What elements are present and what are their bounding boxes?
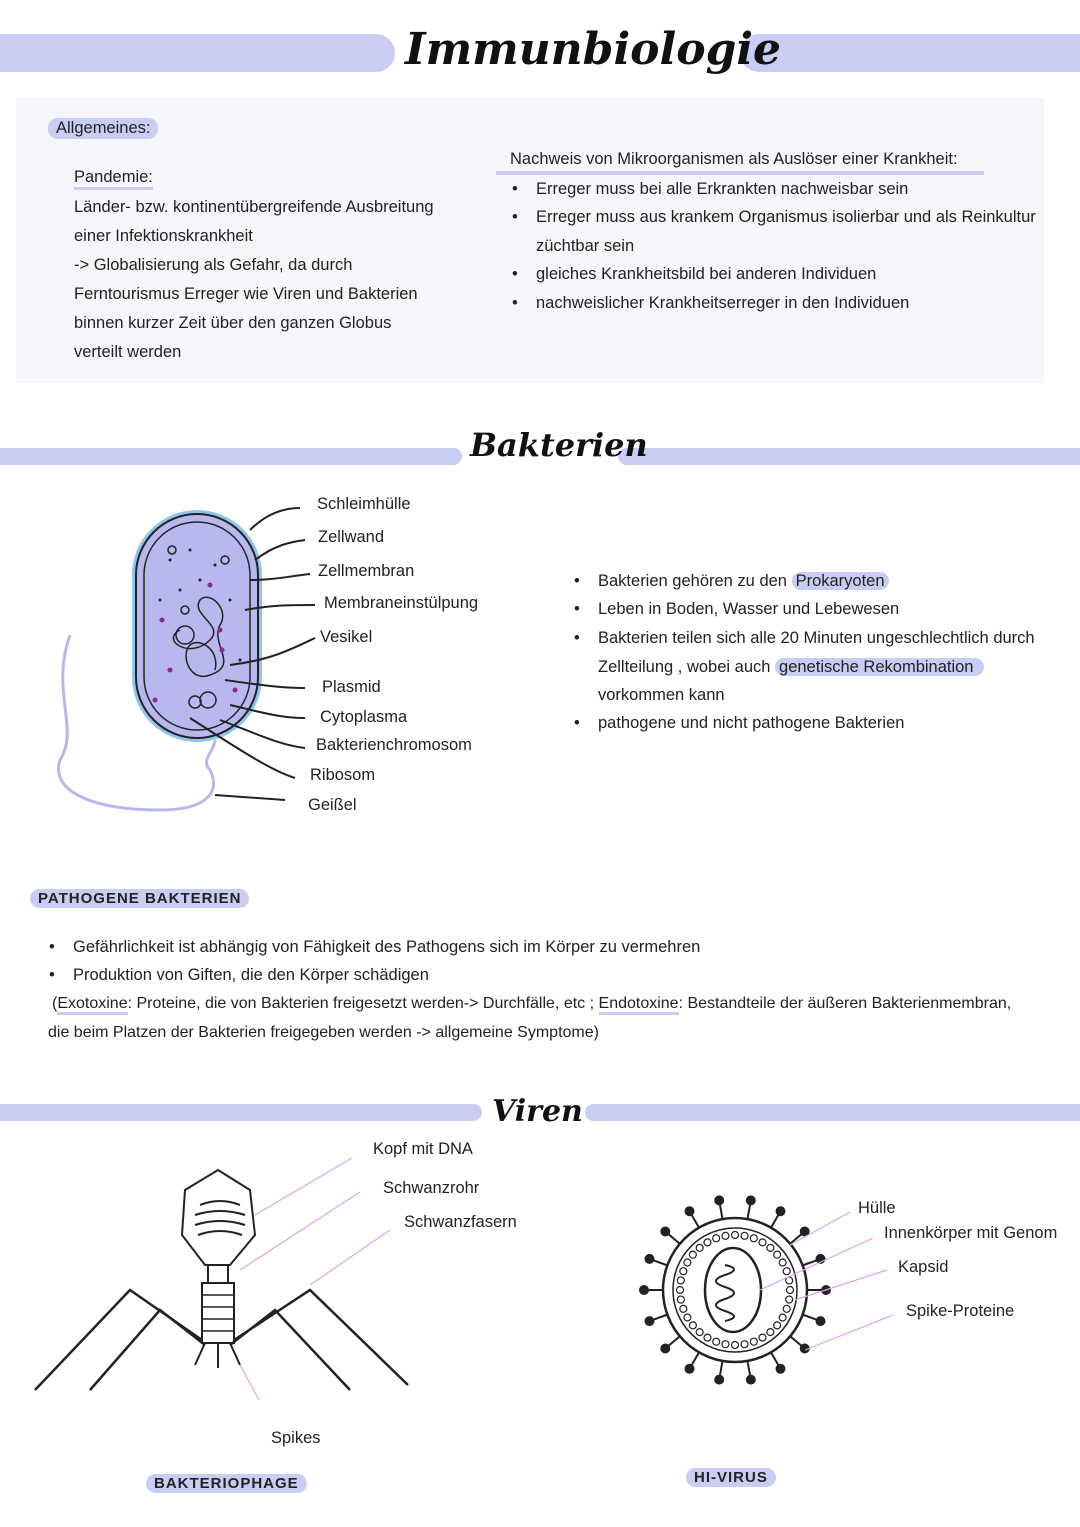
spike: [748, 1361, 751, 1377]
bacterium-diagram: [50, 490, 320, 830]
pandemic-heading: Pandemie:: [74, 168, 153, 190]
spike: [652, 1260, 667, 1265]
diagram-label: Cytoplasma: [320, 708, 408, 726]
section-bar-right: [618, 448, 1080, 465]
spike-head: [686, 1207, 694, 1215]
fact-bullet: • Leben in Boden, Wasser und Lebewesen: [598, 600, 899, 619]
spike-head: [817, 1317, 825, 1325]
phage-label: Schwanzfasern: [404, 1213, 517, 1231]
diagram-label: Plasmid: [322, 678, 381, 696]
section-bar-left: [0, 448, 462, 465]
proof-heading: Nachweis von Mikroorganismen als Auslöser einer Krankheit:: [496, 150, 984, 175]
fact-continued: [598, 658, 984, 677]
spike-head: [777, 1365, 785, 1373]
page-title: Immunbiologie: [405, 24, 782, 75]
diagram-label: Bakterienchromosom: [316, 736, 472, 754]
diagram-label: Geißel: [308, 796, 357, 814]
spike-head: [661, 1344, 669, 1352]
diagram-label: Membraneinstülpung: [324, 594, 479, 612]
title-bar-right: [740, 34, 1080, 72]
section-bar-right: [585, 1104, 1080, 1121]
text-line: Länder- bzw. kontinentübergreifende Ausbreitung: [74, 198, 434, 216]
pathogenic-label: PATHOGENE BAKTERIEN: [30, 889, 249, 908]
phage-caption: BAKTERIOPHAGE: [146, 1474, 307, 1493]
diagram-label: Ribosom: [310, 766, 376, 784]
toxins-line-2: die beim Platzen der Bakterien freigegeben werden -> allgemeine Symptome): [48, 1024, 599, 1041]
spike-head: [686, 1365, 694, 1373]
diagram-label: Vesikel: [320, 628, 373, 646]
hiv-caption: HI-VIRUS: [686, 1468, 776, 1487]
section-bar-left: [0, 1104, 482, 1121]
fact-bullet: [598, 572, 889, 591]
text: Bakterien gehören zu den: [598, 572, 792, 590]
general-label: Allgemeines:: [48, 118, 158, 139]
phage-label: Spikes: [271, 1429, 321, 1447]
text: Zellteilung , wobei auch: [598, 658, 776, 676]
diagram-label: Zellwand: [318, 528, 385, 546]
diagram-label: Schleimhülle: [317, 495, 411, 513]
spike-head: [645, 1317, 653, 1325]
hiv-label: Innenkörper mit Genom: [884, 1224, 1058, 1242]
proof-bullet-continued: züchtbar sein: [536, 237, 635, 255]
text-line: einer Infektionskrankheit: [74, 227, 253, 245]
title-bar-left: [0, 34, 395, 72]
spike: [691, 1352, 699, 1366]
spike: [790, 1336, 802, 1346]
text: : Bestandteile der äußeren Bakterienmembran,: [678, 995, 1012, 1012]
proof-bullet: • Erreger muss bei alle Erkrankten nachweisbar sein: [536, 180, 908, 199]
fact-continued: vorkommen kann: [598, 686, 725, 704]
fact-bullet: • Bakterien teilen sich alle 20 Minuten ungeschlechtlich durch: [598, 629, 1035, 648]
bacteria-heading: Bakterien: [470, 426, 648, 464]
highlight-term: genetische Rekombination: [775, 658, 983, 676]
spike: [771, 1352, 779, 1366]
cell-wall: [136, 514, 258, 738]
hiv-diagram: [635, 1190, 895, 1390]
proof-bullet: • gleiches Krankheitsbild bei anderen Individuen: [536, 265, 876, 284]
spike: [803, 1315, 818, 1320]
hiv-label: Spike-Proteine: [906, 1302, 1015, 1320]
pathogenic-bullet: • Gefährlichkeit ist abhängig von Fähigkeit des Pathogens sich im Körper zu vermehren: [73, 938, 700, 957]
spike: [720, 1361, 723, 1377]
spike-head: [801, 1228, 809, 1236]
spike-head: [640, 1286, 648, 1294]
highlight-term: Prokaryoten: [792, 572, 889, 590]
text-line: verteilt werden: [74, 343, 182, 361]
spike-head: [661, 1228, 669, 1236]
phage-label: Kopf mit DNA: [373, 1140, 473, 1158]
spike-head: [747, 1196, 755, 1204]
spike: [668, 1336, 680, 1346]
text-line: Ferntourismus Erreger wie Viren und Bakterien: [74, 285, 418, 303]
spike: [668, 1233, 680, 1243]
pandemic-text: [74, 193, 434, 367]
spike: [720, 1203, 723, 1219]
spike-head: [777, 1207, 785, 1215]
exotoxine-term: Exotoxine: [57, 995, 127, 1015]
spike: [691, 1214, 699, 1228]
text-line: binnen kurzer Zeit über den ganzen Globus: [74, 314, 392, 332]
pathogenic-bullet: • Produktion von Giften, die den Körper schädigen: [73, 966, 429, 985]
phage-head: [182, 1170, 255, 1265]
toxins-line: (Exotoxine: Proteine, die von Bakterien freigesetzt werden-> Durchfälle, etc ; Endotoxine: Bestandteile der äußeren Bakterienmembran,: [52, 995, 1011, 1013]
proof-bullet: • Erreger muss aus krankem Organismus isolierbar und als Reinkultur: [536, 208, 1036, 227]
hiv-label: Kapsid: [898, 1258, 949, 1276]
phage-tail: [202, 1283, 234, 1343]
phage-label: Schwanzrohr: [383, 1179, 480, 1197]
label-lines: [240, 1158, 390, 1400]
spike-head: [645, 1255, 653, 1263]
spike-head: [715, 1376, 723, 1384]
spike: [652, 1315, 667, 1320]
spike-head: [715, 1196, 723, 1204]
spike: [748, 1203, 751, 1219]
spike: [771, 1214, 779, 1228]
proof-bullet: • nachweislicher Krankheitserreger in den Individuen: [536, 294, 909, 313]
fact-bullet: • pathogene und nicht pathogene Bakterien: [598, 714, 904, 733]
text-line: -> Globalisierung als Gefahr, da durch: [74, 256, 353, 274]
endotoxine-term: Endotoxine: [599, 995, 679, 1015]
viruses-heading: Viren: [492, 1094, 583, 1129]
bacteriophage-diagram: [30, 1140, 420, 1400]
hiv-label: Hülle: [858, 1199, 896, 1217]
text: : Proteine, die von Bakterien freigesetzt werden-> Durchfälle, etc ;: [127, 995, 595, 1012]
spike-head: [747, 1376, 755, 1384]
diagram-label: Zellmembran: [318, 562, 415, 580]
